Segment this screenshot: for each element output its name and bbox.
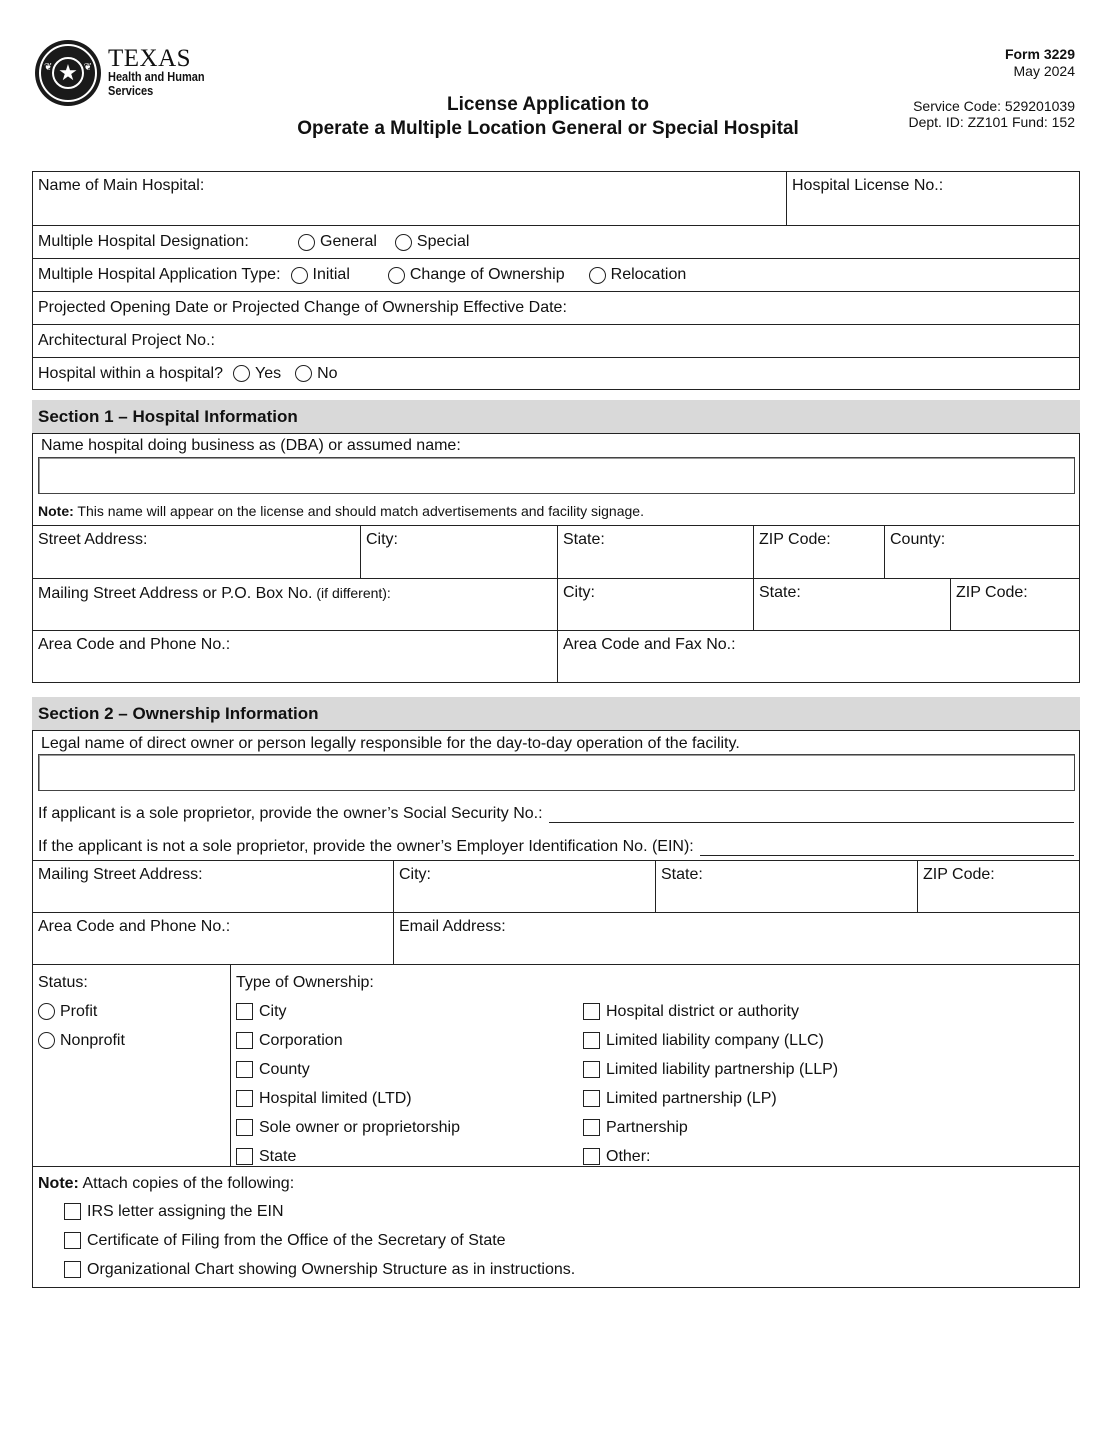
section-2-header: Section 2 – Ownership Information	[32, 697, 1080, 730]
ssn-input[interactable]	[549, 803, 1074, 823]
attach-org-chart-checkbox[interactable]: Organizational Chart showing Ownership Structure as in instructions.	[38, 1255, 1074, 1284]
mailing-address-field[interactable]: Mailing Street Address or P.O. Box No. (if different):	[38, 585, 391, 602]
state-field[interactable]: State:	[557, 526, 753, 578]
ownership-corporation-checkbox[interactable]: Corporation	[236, 1026, 583, 1055]
owner-email-field[interactable]: Email Address:	[393, 913, 1079, 964]
checkbox-icon	[583, 1032, 600, 1049]
ein-input[interactable]	[700, 836, 1074, 856]
radio-icon	[589, 267, 606, 284]
logo-line3: Services	[108, 84, 154, 98]
owner-city-field[interactable]: City:	[393, 861, 655, 912]
attach-certificate-checkbox[interactable]: Certificate of Filing from the Office of the Secretary of State	[38, 1226, 1074, 1255]
main-hospital-field[interactable]	[33, 172, 786, 225]
attach-irs-letter-checkbox[interactable]: IRS letter assigning the EIN	[38, 1197, 1074, 1226]
radio-icon	[388, 267, 405, 284]
license-no-label: Hospital License No.:	[792, 177, 944, 194]
checkbox-icon	[236, 1090, 253, 1107]
county-field[interactable]: County:	[884, 526, 1079, 578]
form-date: May 2024	[1013, 63, 1075, 79]
section-2-block	[32, 730, 1080, 1288]
status-group	[33, 965, 230, 1166]
ein-label: If the applicant is not a sole proprietor, provide the owner’s Employer Identification No. (EIN):	[38, 838, 694, 855]
ownership-lp-checkbox[interactable]: Limited partnership (LP)	[583, 1084, 1074, 1113]
checkbox-icon	[64, 1261, 81, 1278]
ownership-sole-owner-checkbox[interactable]: Sole owner or proprietorship	[236, 1113, 583, 1142]
form-number: Form 3229	[1004, 46, 1075, 62]
app-type-relocation-radio[interactable]: Relocation	[589, 265, 687, 285]
hwh-no-radio[interactable]: No	[295, 364, 337, 384]
ownership-llc-checkbox[interactable]: Limited liability company (LLC)	[583, 1026, 1074, 1055]
checkbox-icon	[236, 1119, 253, 1136]
checkbox-icon	[236, 1032, 253, 1049]
ownership-llp-checkbox[interactable]: Limited liability partnership (LLP)	[583, 1055, 1074, 1084]
checkbox-icon	[583, 1003, 600, 1020]
form-meta	[908, 46, 1075, 130]
dba-input[interactable]	[38, 457, 1075, 494]
city-field[interactable]: City:	[360, 526, 557, 578]
ownership-state-checkbox[interactable]: State	[236, 1142, 583, 1171]
owner-mailing-address-field[interactable]: Mailing Street Address:	[38, 866, 203, 883]
checkbox-icon	[236, 1003, 253, 1020]
ownership-label: Type of Ownership:	[236, 973, 374, 991]
arch-project-field[interactable]	[33, 325, 1079, 357]
ownership-county-checkbox[interactable]: County	[236, 1055, 583, 1084]
designation-general-radio[interactable]: General	[298, 232, 377, 252]
app-type-initial-radio[interactable]: Initial	[291, 265, 350, 285]
checkbox-icon	[64, 1232, 81, 1249]
agency-logo	[35, 40, 218, 106]
dba-label: Name hospital doing business as (DBA) or assumed name:	[41, 437, 461, 454]
logo-line2: Health and Human	[108, 70, 205, 84]
license-no-field[interactable]	[786, 172, 1079, 225]
mailing-city-field[interactable]: City:	[557, 579, 753, 630]
ownership-ltd-checkbox[interactable]: Hospital limited (LTD)	[236, 1084, 583, 1113]
radio-icon	[233, 365, 250, 382]
title-line-1: License Application to	[447, 94, 649, 115]
attachments-group	[33, 1167, 1079, 1287]
general-info-block	[32, 171, 1080, 390]
checkbox-icon	[64, 1203, 81, 1220]
checkbox-icon	[583, 1119, 600, 1136]
attach-note: Note: Attach copies of the following:	[38, 1174, 295, 1192]
radio-icon	[38, 1032, 55, 1049]
owner-phone-field[interactable]: Area Code and Phone No.:	[38, 918, 231, 935]
checkbox-icon	[236, 1148, 253, 1165]
ssn-label: If applicant is a sole proprietor, provide the owner’s Social Security No.:	[38, 805, 543, 822]
hwh-yes-radio[interactable]: Yes	[233, 364, 281, 384]
designation-special-radio[interactable]: Special	[395, 232, 469, 252]
ownership-type-group	[230, 965, 1079, 1166]
radio-icon	[295, 365, 312, 382]
app-type-change-ownership-radio[interactable]: Change of Ownership	[388, 265, 565, 285]
section-1-header: Section 1 – Hospital Information	[32, 400, 1080, 433]
designation-label: Multiple Hospital Designation:	[38, 233, 249, 250]
checkbox-icon	[583, 1061, 600, 1078]
radio-icon	[38, 1003, 55, 1020]
logo-texas: TEXAS	[108, 45, 192, 72]
title-line-2: Operate a Multiple Location General or Special Hospital	[297, 118, 799, 139]
radio-icon	[395, 234, 412, 251]
opening-date-label: Projected Opening Date or Projected Change of Ownership Effective Date:	[38, 299, 567, 316]
dept-fund: Dept. ID: ZZ101 Fund: 152	[908, 113, 1075, 130]
legal-name-label: Legal name of direct owner or person legally responsible for the day-to-day operation of the facility.	[41, 735, 740, 752]
section-1-block	[32, 433, 1080, 683]
status-nonprofit-radio[interactable]: Nonprofit	[38, 1026, 225, 1055]
legal-name-input[interactable]	[38, 754, 1075, 791]
street-address-field[interactable]: Street Address:	[38, 531, 148, 548]
fax-field[interactable]: Area Code and Fax No.:	[557, 631, 1079, 682]
main-hospital-label: Name of Main Hospital:	[38, 177, 205, 194]
checkbox-icon	[583, 1148, 600, 1165]
hwh-label: Hospital within a hospital?	[38, 364, 223, 382]
arch-project-label: Architectural Project No.:	[38, 332, 215, 349]
radio-icon	[298, 234, 315, 251]
zip-field[interactable]: ZIP Code:	[753, 526, 884, 578]
opening-date-field[interactable]	[33, 292, 1079, 324]
mailing-state-field[interactable]: State:	[753, 579, 950, 630]
app-type-label: Multiple Hospital Application Type:	[38, 266, 281, 283]
mailing-zip-field[interactable]: ZIP Code:	[950, 579, 1079, 630]
dba-note: Note: This name will appear on the license and should match advertisements and facility signage.	[38, 503, 644, 519]
status-profit-radio[interactable]: Profit	[38, 997, 225, 1026]
ownership-city-checkbox[interactable]: City	[236, 997, 583, 1026]
radio-icon	[291, 267, 308, 284]
ownership-other-checkbox[interactable]: Other:	[583, 1142, 1074, 1171]
owner-zip-field[interactable]: ZIP Code:	[917, 861, 1079, 912]
ownership-hospital-district-checkbox[interactable]: Hospital district or authority	[583, 997, 1074, 1026]
checkbox-icon	[583, 1090, 600, 1107]
page-title	[270, 93, 826, 141]
phone-field[interactable]: Area Code and Phone No.:	[38, 636, 231, 653]
owner-state-field[interactable]: State:	[655, 861, 917, 912]
status-label: Status:	[38, 973, 88, 991]
ownership-partnership-checkbox[interactable]: Partnership	[583, 1113, 1074, 1142]
checkbox-icon	[236, 1061, 253, 1078]
texas-hhs-seal-icon: ❦ ❦ ★	[35, 40, 101, 106]
service-code: Service Code: 529201039	[913, 98, 1075, 114]
